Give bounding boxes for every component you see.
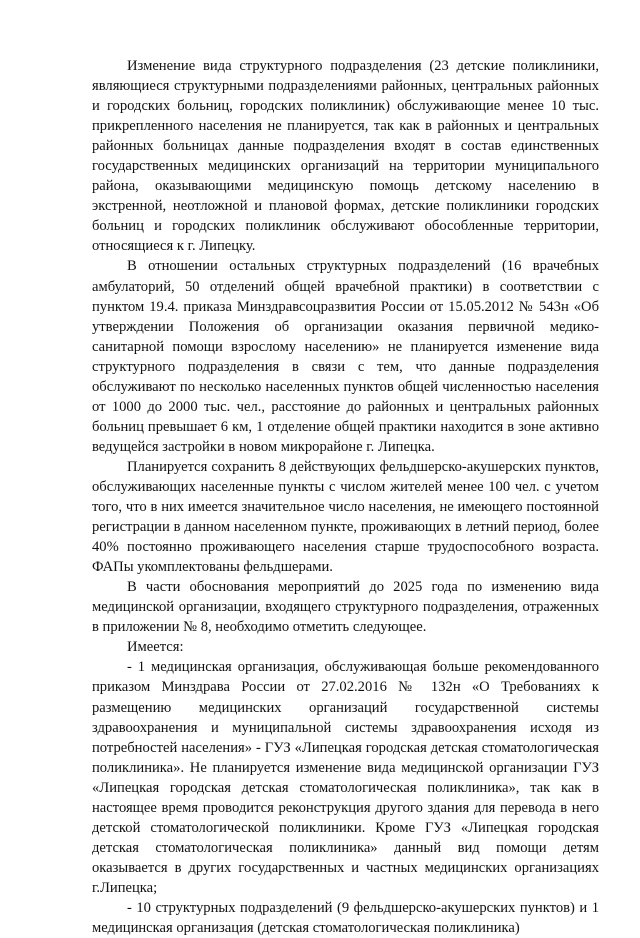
document-page bbox=[92, 56, 599, 938]
paragraph-5: Имеется: bbox=[127, 639, 184, 656]
paragraph-3: Планируется сохранить 8 действующих фельдшерско-акушерских пунктов, обслуживающих населенные пункты с числом жителей менее 100 чел. с учетом того, что в них имеется значительное число населения, не имеющего постоянной регистрации в данном населенном пункте, проживающих в летний период, более 40% постоянно проживающего населения старше трудоспособного возраста. ФАПы укомплектованы фельдшерами. bbox=[92, 458, 599, 576]
paragraph-7: - 10 структурных подразделений (9 фельдшерско-акушерских пунктов) и 1 медицинская организация (детская стоматологическая поликлиника) bbox=[92, 899, 599, 937]
paragraph-1: Изменение вида структурного подразделения (23 детские поликлиники, являющиеся структурными подразделениями районных, центральных районных и городских больниц, городских поликлиник) обслуживающие менее 10 тыс. прикрепленного населения не планируется, так как в районных и центральных районных больницах данные подразделения входят в состав единственных государственных медицинских организаций на территории муниципального района, оказывающими медицинскую помощь детскому населению в экстренной, неотложной и плановой формах, детские поликлиники городских больниц и городских поликлиник обслуживают обособленные территории, относящиеся к г. Липецку. bbox=[92, 58, 599, 255]
paragraph-2: В отношении остальных структурных подразделений (16 врачебных амбулаторий, 50 отделений общей врачебной практики) в соответствии с пунктом 19.4. приказа Минздравсоцразвития России от 15.05.2012 № 543н «Об утверждении Положения об организации оказания первичной медико-санитарной помощи взрослому населению» не планируется изменение вида структурного подразделения в связи с тем, что данные подразделения обслуживают по несколько населенных пунктов общей численностью населения от 1000 до 2000 тыс. чел., расстояние до районных и центральных районных больниц превышает 6 км, 1 отделение общей практики находится в зоне активно ведущейся застройки в новом микрорайоне г. Липецка. bbox=[92, 258, 599, 455]
paragraph-4: В части обоснования мероприятий до 2025 года по изменению вида медицинской организации, входящего структурного подразделения, отраженных в приложении № 8, необходимо отметить следующее. bbox=[92, 579, 599, 636]
paragraph-6: - 1 медицинская организация, обслуживающая больше рекомендованного приказом Минздрава России от 27.02.2016 № 132н «О Требованиях к размещению медицинских организаций государственной системы здравоохранения и муниципальной системы здравоохранения исходя из потребностей населения» - ГУЗ «Липецкая городская детская стоматологическая поликлиника». Не планируется изменение вида медицинской организации ГУЗ «Липецкая городская детская стоматологическая поликлиника», так как в настоящее время проводится реконструкция другого здания для перевода в него детской стоматологической поликлиники. Кроме ГУЗ «Липецкая городская детская стоматологическая поликлиника» данный вид помощи детям оказывается в других государственных и частных медицинских организациях г.Липецка; bbox=[92, 659, 599, 896]
